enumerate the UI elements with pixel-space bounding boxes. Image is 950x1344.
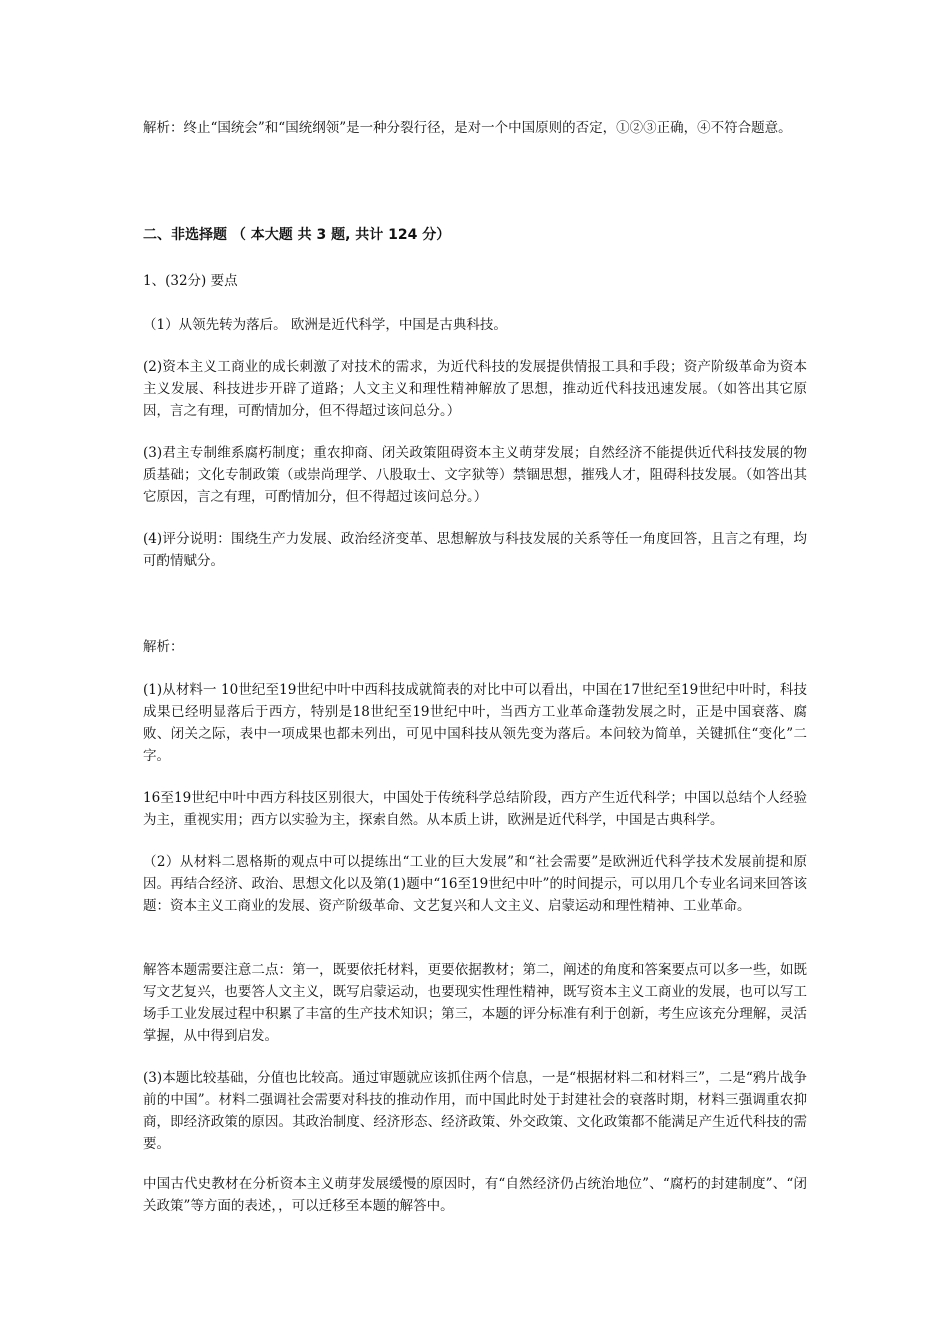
answer-point-4: (4)评分说明：围绕生产力发展、政治经济变革、思想解放与科技发展的关系等任一角度回答，且言之有理，均可酌情赋分。 — [143, 531, 807, 569]
section-heading: 二、非选择题 （ 本大题 共 3 题, 共计 124 分） — [143, 227, 451, 243]
answer-point-2: (2)资本主义工商业的成长刺激了对技术的需求，为近代科技的发展提供情报工具和手段；资产阶级革命为资本主义发展、科技进步开辟了道路；人文主义和理性精神解放了思想，推动近代科技迅速发展。（如答出其它原因，言之有理，可酌情加分，但不得超过该问总分。） — [143, 359, 807, 419]
analysis-paragraph-2: 16至19世纪中叶中西方科技区别很大，中国处于传统科学总结阶段，西方产生近代科学；中国以总结个人经验为主，重视实用；西方以实验为主，探索自然。从本质上讲，欧洲是近代科学，中国是古典科学。 — [143, 790, 807, 828]
analysis-label: 解析： — [143, 639, 184, 655]
analysis-paragraph-4: 解答本题需要注意二点：第一，既要依托材料，更要依据教材；第二，阐述的角度和答案要点可以多一些，如既写文艺复兴，也要答人文主义，既写启蒙运动，也要现实性理性精神，既写资本主义工商业的发展，也可以写工场手工业发展过程中积累了丰富的生产技术知识；第三，本题的评分标准有利于创新，考生应该充分理解，灵活掌握，从中得到启发。 — [143, 962, 807, 1044]
answer-point-3: (3)君主专制维系腐朽制度；重农抑商、闭关政策阻碍资本主义萌芽发展；自然经济不能提供近代科技发展的物质基础；文化专制政策（或崇尚理学、八股取士、文字狱等）禁锢思想，摧残人才，阻碍科技发展。（如答出其它原因，言之有理，可酌情加分，但不得超过该问总分。） — [143, 445, 807, 505]
q1-header: 1、(32分) 要点 — [143, 273, 238, 289]
analysis-paragraph-6: 中国古代史教材在分析资本主义萌芽发展缓慢的原因时，有“自然经济仍占统治地位”、“腐朽的封建制度”、“闭关政策”等方面的表述，，可以迁移至本题的解答中。 — [143, 1176, 807, 1214]
top-analysis-paragraph: 解析：终止“国统会”和“国统纲领”是一种分裂行径，是对一个中国原则的否定，①②③正确，④不符合题意。 — [143, 120, 792, 136]
answer-point-1: （1）从领先转为落后。 欧洲是近代科学，中国是古典科技。 — [143, 317, 507, 333]
analysis-paragraph-5: (3)本题比较基础，分值也比较高。通过审题就应该抓住两个信息，一是“根据材料二和材料三”，二是“鸦片战争前的中国”。材料二强调社会需要对科技的推动作用，而中国此时处于封建社会的衰落时期，材料三强调重农抑商，即经济政策的原因。其政治制度、经济形态、经济政策、外交政策、文化政策都不能满足产生近代科技的需要。 — [143, 1070, 807, 1152]
analysis-paragraph-1: (1)从材料一 10世纪至19世纪中叶中西科技成就简表的对比中可以看出，中国在17世纪至19世纪中叶时，科技成果已经明显落后于西方，特别是18世纪至19世纪中叶，当西方工业革命蓬勃发展之时，正是中国衰落、腐败、闭关之际，表中一项成果也都未列出，可见中国科技从领先变为落后。本问较为简单，关键抓住“变化”二字。 — [143, 682, 807, 764]
analysis-paragraph-3: （2）从材料二恩格斯的观点中可以提练出“工业的巨大发展”和“社会需要”是欧洲近代科学技术发展前提和原因。再结合经济、政治、思想文化以及第(1)题中“16至19世纪中叶”的时间提示，可以用几个专业名词来回答该题：资本主义工商业的发展、资产阶级革命、文艺复兴和人文主义、启蒙运动和理性精神、工业革命。 — [143, 854, 807, 914]
